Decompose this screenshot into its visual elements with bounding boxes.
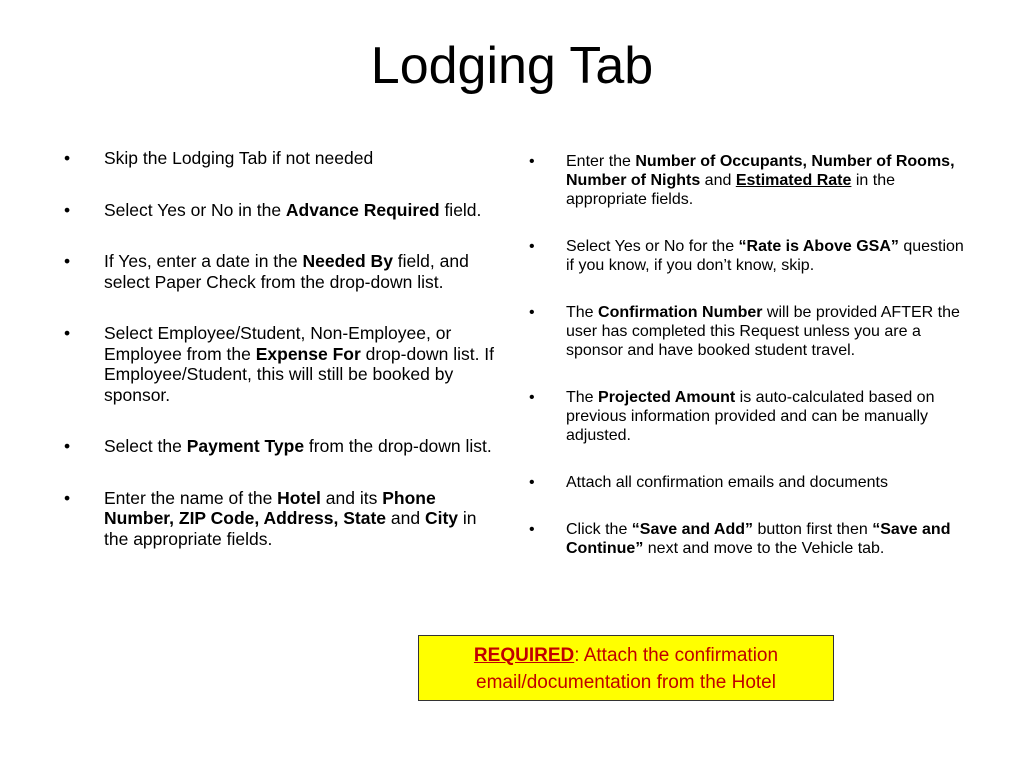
slide-title: Lodging Tab [370,37,654,95]
field-name: Number of Occupants, Number of Rooms, Number of Nights [566,153,955,189]
list-item [60,436,500,457]
callout-text: : Attach the confirmation email/documentation from the Hotel [476,645,779,693]
item-text: and its [320,487,383,508]
item-text: question if you know, if you don’t know, skip. [566,238,964,274]
field-name: “Save and Add” [631,521,754,538]
item-text: Select Yes or No in the [104,199,286,220]
field-name: Phone Number, ZIP Code, Address, State [104,487,436,528]
item-text: is auto-calculated based on previous information provided and can be manually adjusted. [566,389,935,444]
item-text: next and move to the Vehicle tab. [643,540,885,557]
item-text: Enter the [566,153,636,170]
bullet-icon: • [64,487,71,508]
bullet-icon: • [64,323,71,343]
list-item [525,388,965,445]
item-text: in the appropriate fields. [104,508,477,549]
item-text: from the drop-down list. [304,436,492,456]
field-name: Payment Type [186,436,305,456]
item-text: Select the [104,436,187,456]
field-name: Confirmation Number [598,304,763,321]
field-name: Hotel [277,487,321,508]
list-item [60,323,500,405]
item-text: and [700,172,736,189]
field-name: “Rate is Above GSA” [738,238,899,255]
field-name: Projected Amount [598,389,736,406]
list-item [525,520,965,558]
bullet-icon: • [529,304,535,321]
item-text: The [566,304,599,321]
item-text: Select Employee/Student, Non-Employee, or Employee from the [104,323,452,364]
field-name: Advance Required [285,199,440,220]
list-item [60,488,500,550]
field-name: Needed By [302,251,393,271]
item-text: Click the [566,521,632,538]
item-text: drop-down list. If Employee/Student, this will still be booked by sponsor. [104,343,495,405]
bullet-icon: • [529,238,535,255]
list-item [60,148,500,169]
item-text: button first then [753,521,873,538]
list-item [525,303,965,360]
list-item [525,152,965,209]
required-label: REQUIRED [473,645,575,666]
item-text: The [566,389,599,406]
item-text: Attach all confirmation emails and documents [566,474,888,491]
bullet-icon: • [529,389,535,406]
bullet-icon: • [64,436,71,456]
item-text: in the appropriate fields. [566,172,895,208]
bullet-icon: • [64,148,71,168]
item-text: Select Yes or No for the [566,238,739,255]
list-item [60,251,500,292]
list-item [525,473,965,492]
bullet-icon: • [64,199,71,220]
list-item [60,200,500,221]
item-text: If Yes, enter a date in the [104,251,303,271]
field-name: Estimated Rate [735,172,852,189]
right-bullet-list [525,152,965,586]
item-text: Skip the Lodging Tab if not needed [104,148,374,168]
list-item [525,237,965,275]
field-name: City [424,508,459,528]
bullet-icon: • [64,251,71,271]
item-text: field, and select Paper Check from the drop-down list. [104,251,469,292]
item-text: and [386,508,425,528]
bullet-icon: • [529,153,535,170]
bullet-icon: • [529,521,535,538]
left-bullet-list [60,148,500,580]
item-text: will be provided AFTER the user has completed this Request unless you are a sponsor and have booked student travel. [566,304,960,359]
item-text: field. [439,199,482,220]
field-name: Expense For [255,343,361,364]
required-callout-box [418,635,834,701]
bullet-icon: • [529,474,535,491]
field-name: “Save and Continue” [566,521,951,557]
item-text: Enter the name of the [104,487,278,508]
